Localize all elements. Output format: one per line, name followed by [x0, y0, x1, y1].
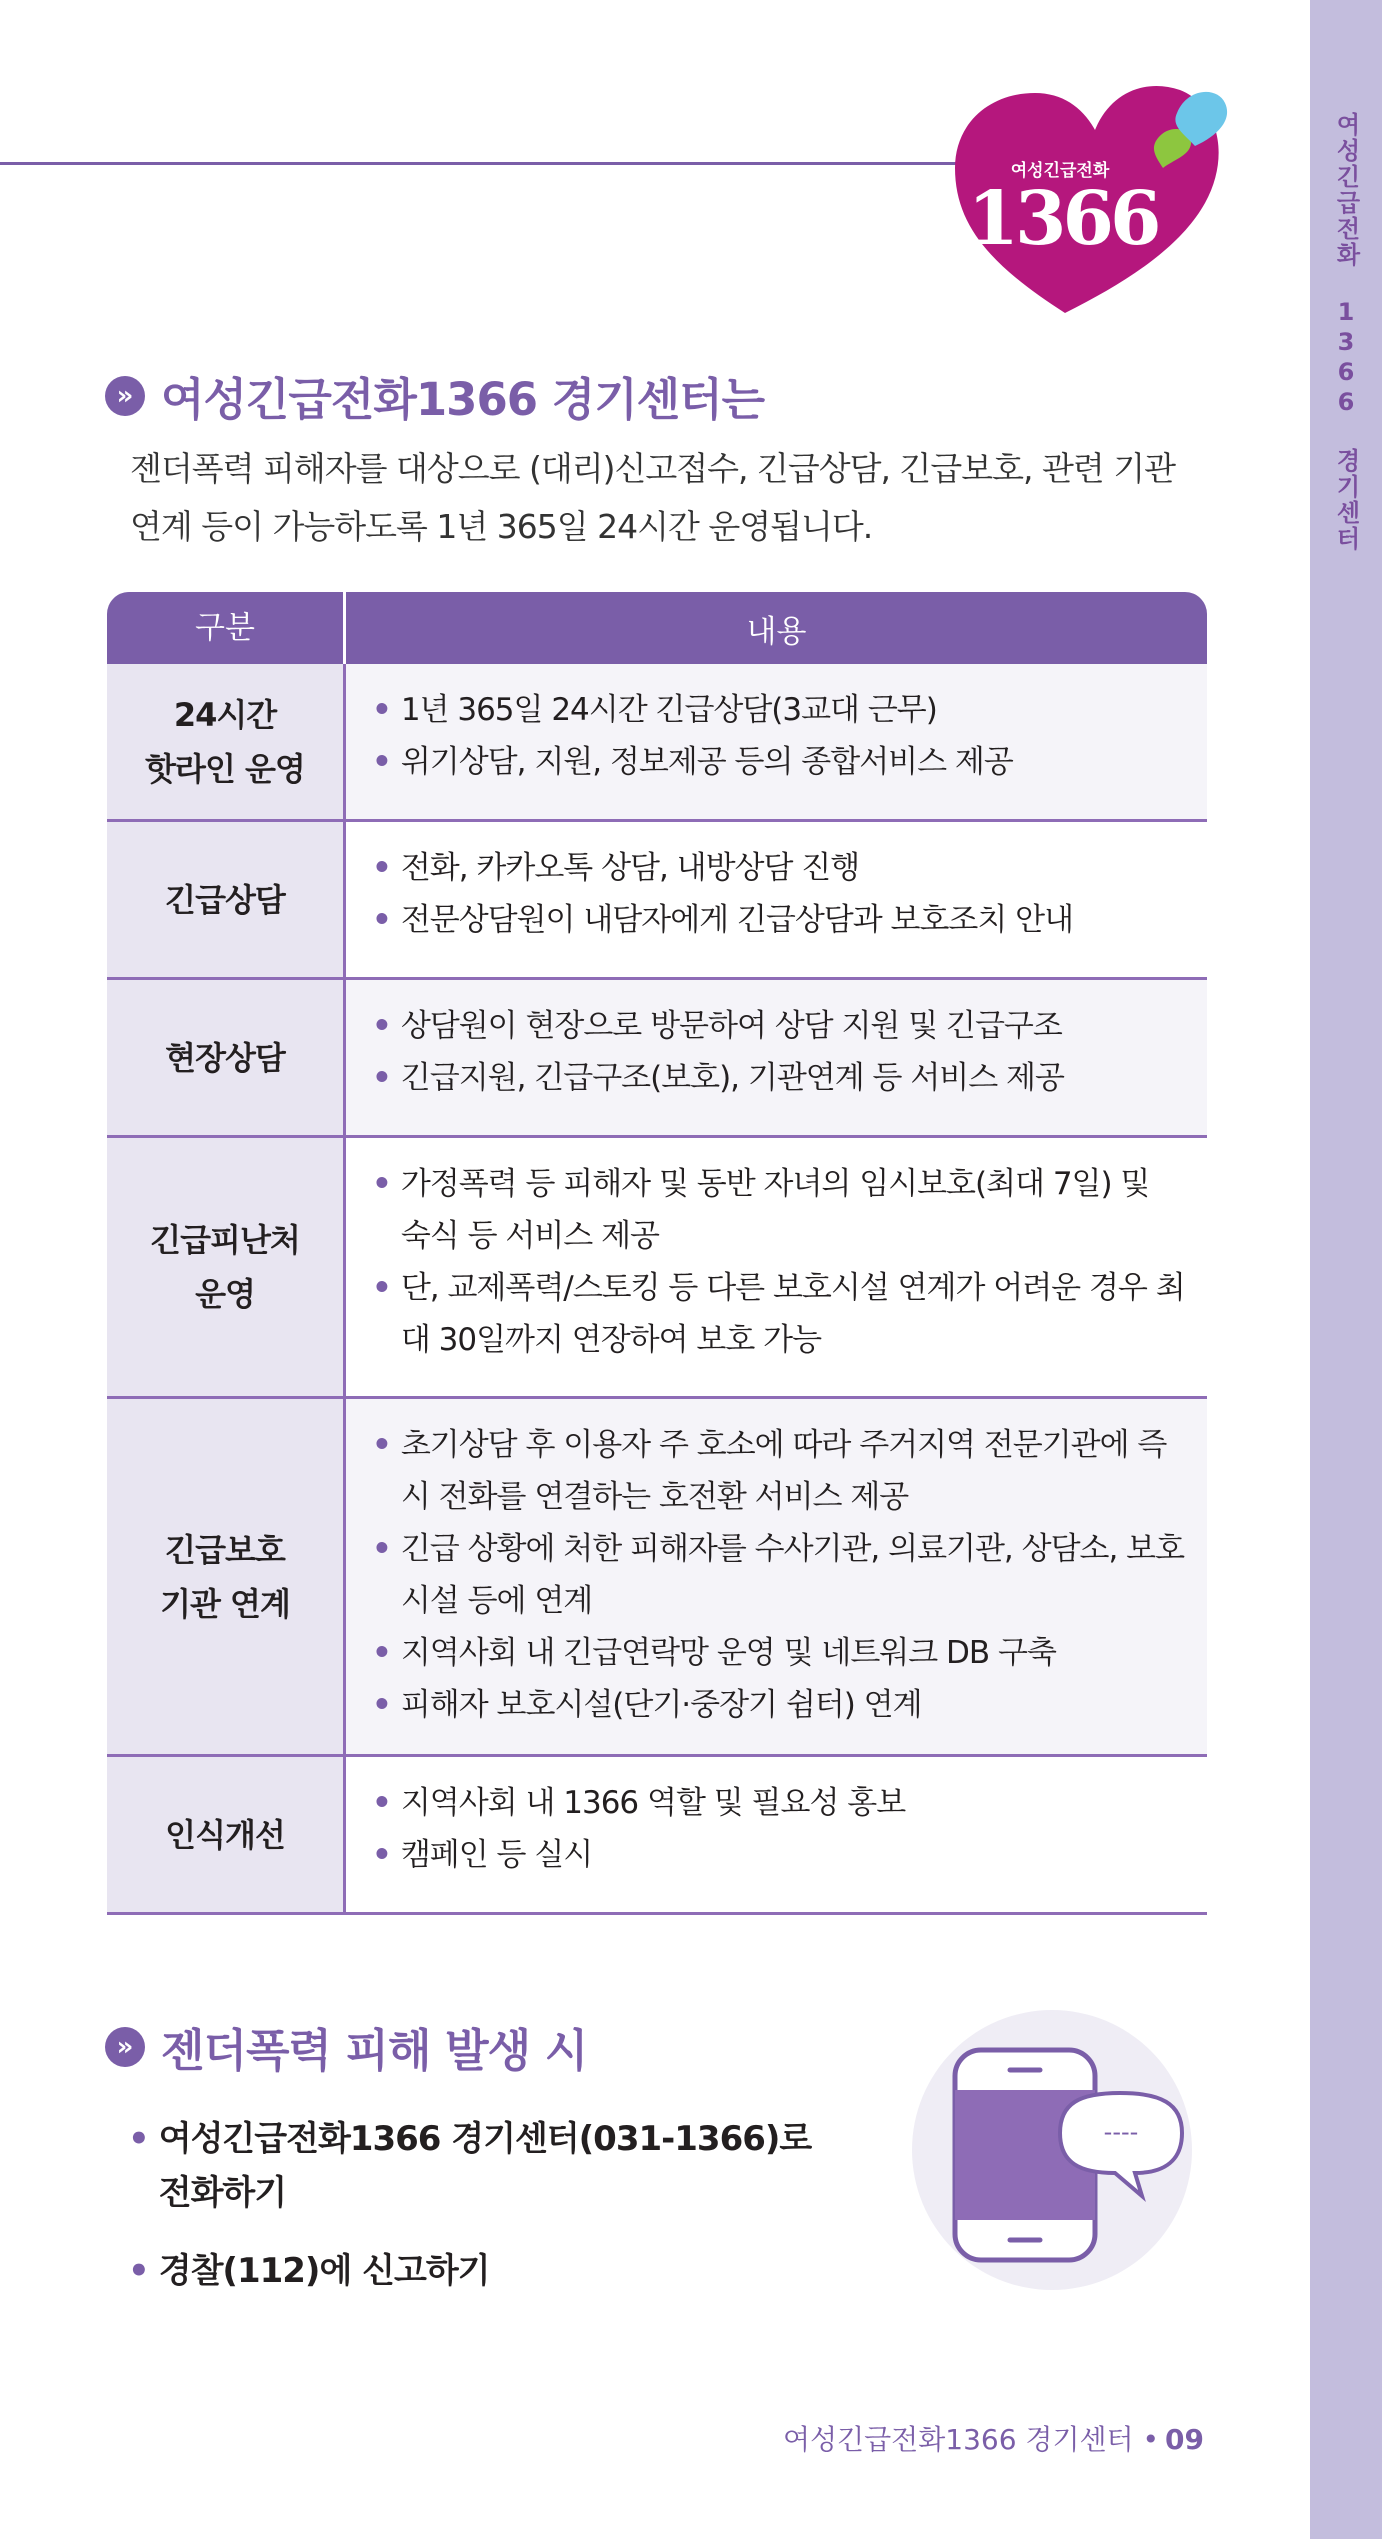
action-call-center: • 여성긴급전화1366 경기센터(031-1366)로 전화하기: [128, 2119, 812, 2213]
row-category: [107, 664, 346, 819]
table-header: [107, 592, 1207, 664]
section-heading-center: [105, 363, 764, 428]
double-chevron-icon: »: [105, 2027, 145, 2067]
table-row: [107, 1757, 1207, 1915]
section-heading-victim: [105, 2014, 587, 2079]
side-tab-label: 여성긴급전화 1366 경기센터: [1332, 112, 1360, 552]
list-item: • 긴급지원, 긴급구조(보호), 기관연계 등 서비스 제공: [372, 1060, 1064, 1096]
table-row: [107, 822, 1207, 980]
list-item: • 지역사회 내 긴급연락망 운영 및 네트워크 DB 구축: [372, 1635, 1056, 1671]
category-line: 긴급상담: [165, 880, 285, 919]
row-content: [346, 980, 1207, 1135]
category-line: 현장상담: [165, 1038, 285, 1077]
list-item: • 1년 365일 24시간 긴급상담(3교대 근무): [372, 692, 937, 728]
list-item: • 초기상담 후 이용자 주 호소에 따라 주거지역 전문기관에 즉시 전화를 연결하는 호전환 서비스 제공: [372, 1427, 1167, 1515]
category-line: 24시간: [173, 695, 277, 734]
footer-sep: •: [1142, 2423, 1160, 2456]
page-footer: [783, 2418, 1204, 2458]
list-item: • 피해자 보호시설(단기·중장기 쉼터) 연계: [372, 1687, 922, 1723]
category-line: 운영: [195, 1275, 255, 1313]
row-category: [107, 1757, 346, 1912]
list-item: • 상담원이 현장으로 방문하여 상담 지원 및 긴급구조: [372, 1008, 1062, 1044]
action-line: 여성긴급전화1366 경기센터(031-1366)로: [158, 2119, 812, 2159]
row-category: [107, 822, 346, 977]
action-call-police: • 경찰(112)에 신고하기: [128, 2244, 490, 2298]
intro-paragraph: [130, 440, 1210, 556]
logo-1366: [955, 68, 1230, 313]
list-item: • 긴급 상황에 처한 피해자를 수사기관, 의료기관, 상담소, 보호시설 등에 연계: [372, 1531, 1185, 1619]
category-line: 긴급보호: [165, 1530, 285, 1569]
list-item: • 가정폭력 등 피해자 및 동반 자녀의 임시보호(최대 7일) 및 숙식 등 서비스 제공: [372, 1166, 1150, 1254]
header-content: 내용: [746, 613, 807, 650]
table-row: [107, 1138, 1207, 1399]
logo-caption: 여성긴급전화: [1010, 161, 1110, 181]
page-number: 09: [1165, 2423, 1204, 2456]
list-item: • 캠페인 등 실시: [372, 1837, 593, 1873]
services-table: [107, 592, 1207, 1915]
list-item: • 지역사회 내 1366 역할 및 필요성 홍보: [372, 1785, 906, 1821]
bubble-dashes: ----: [1103, 2118, 1139, 2146]
table-row: [107, 1399, 1207, 1757]
category-line: 기관 연계: [160, 1584, 290, 1623]
intro-line: 젠더폭력 피해자를 대상으로 (대리)신고접수, 긴급상담, 긴급보호, 관련 기관: [130, 449, 1175, 488]
action-line: 경찰(112)에 신고하기: [158, 2251, 490, 2291]
list-item: • 위기상담, 지원, 정보제공 등의 종합서비스 제공: [372, 744, 1013, 780]
phone-illustration: [910, 2008, 1195, 2293]
category-line: 긴급피난처: [150, 1221, 300, 1259]
section-title: 젠더폭력 피해 발생 시: [161, 2024, 588, 2077]
row-category: [107, 1399, 346, 1754]
logo-number: 1366: [967, 176, 1158, 262]
table-row: [107, 980, 1207, 1138]
list-item: • 전화, 카카오톡 상담, 내방상담 진행: [372, 850, 860, 886]
intro-line: 연계 등이 가능하도록 1년 365일 24시간 운영됩니다.: [130, 507, 873, 546]
double-chevron-icon: »: [105, 376, 145, 416]
row-content: [346, 822, 1207, 977]
row-content: [346, 1399, 1207, 1754]
footer-title: 여성긴급전화1366 경기센터: [782, 2423, 1134, 2456]
section-title: 여성긴급전화1366 경기센터는: [161, 373, 765, 426]
category-line: 인식개선: [165, 1815, 285, 1854]
phone-chat-icon: [910, 2008, 1195, 2293]
table-row: [107, 664, 1207, 822]
row-content: [346, 1138, 1207, 1396]
list-item: • 전문상담원이 내담자에게 긴급상담과 보호조치 안내: [372, 902, 1074, 938]
row-content: [346, 1757, 1207, 1912]
category-line: 핫라인 운영: [145, 749, 305, 788]
row-category: [107, 980, 346, 1135]
list-item: • 단, 교제폭력/스토킹 등 다른 보호시설 연계가 어려운 경우 최대 30일까지 연장하여 보호 가능: [372, 1270, 1185, 1358]
row-content: [346, 664, 1207, 819]
row-category: [107, 1138, 346, 1396]
side-tab: [1310, 0, 1382, 2539]
header-category: 구분: [107, 592, 346, 664]
top-divider: [0, 162, 1000, 165]
action-line: 전화하기: [158, 2173, 287, 2213]
